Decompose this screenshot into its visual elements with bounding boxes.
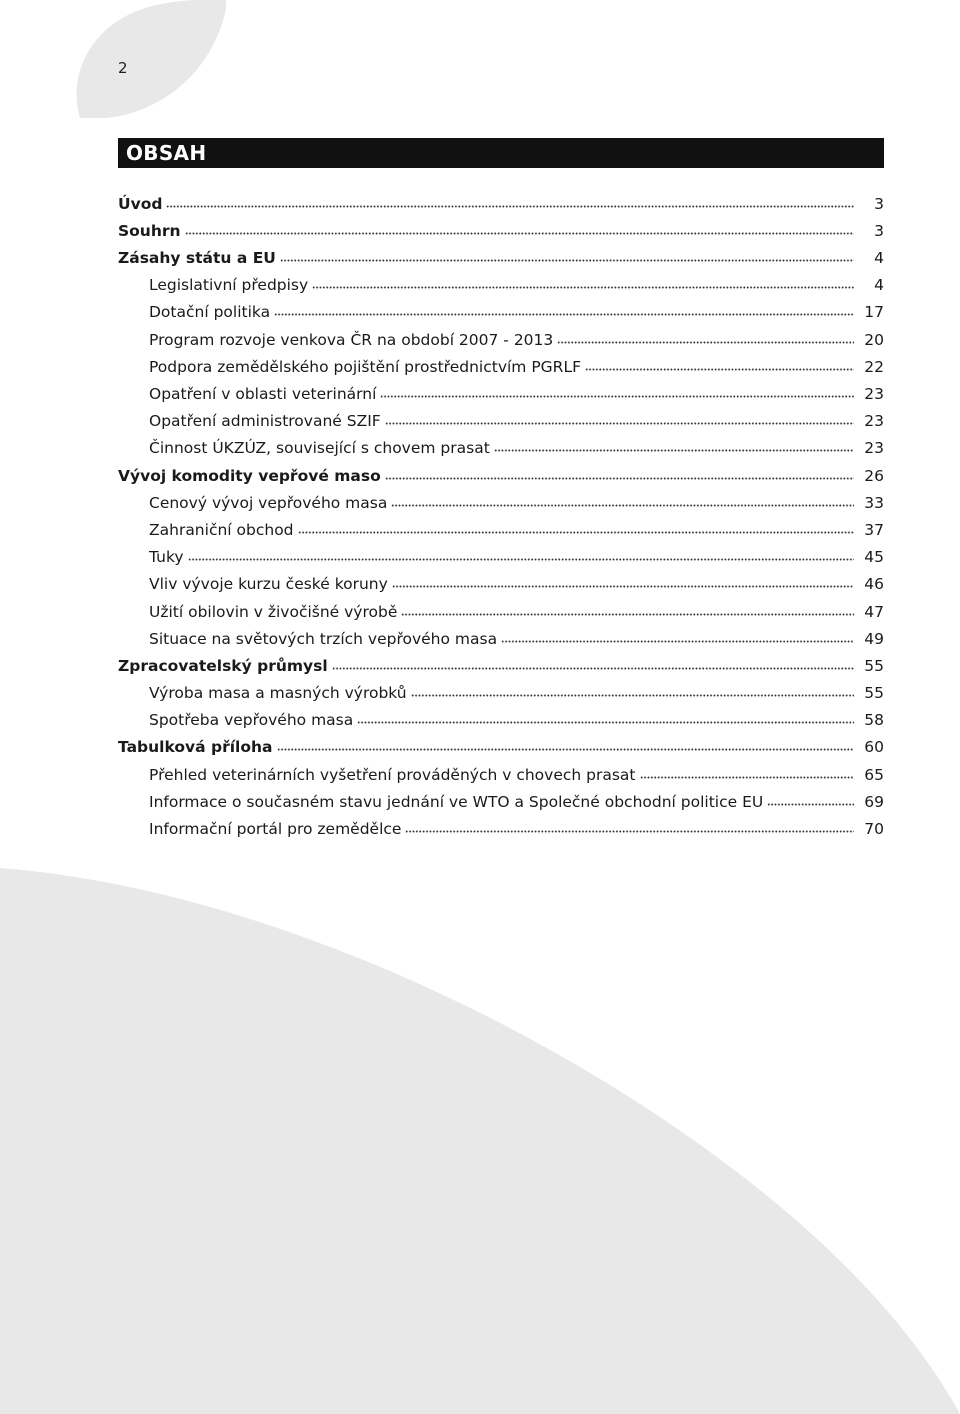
- toc-entry-page: 20: [864, 330, 884, 349]
- toc-entry[interactable]: [118, 303, 884, 330]
- toc-entry[interactable]: [118, 439, 884, 466]
- toc-dot-leader: [380, 383, 854, 398]
- toc-entry-page: 70: [864, 820, 884, 839]
- toc-entry-page: 47: [864, 602, 884, 621]
- toc-dot-leader: [585, 356, 854, 371]
- toc-dot-leader: [280, 247, 854, 262]
- toc-entry-page: 33: [864, 493, 884, 512]
- toc-dot-leader: [298, 519, 854, 534]
- toc-entry-label: Informace o současném stavu jednání ve WTO a Společné obchodní politice EU: [149, 792, 764, 811]
- toc-dot-leader: [188, 546, 854, 561]
- toc-entry-page: 55: [864, 656, 884, 675]
- toc-entry-label: Užití obilovin v živočišné výrobě: [149, 602, 398, 621]
- toc-dot-leader: [277, 737, 855, 752]
- toc-entry-label: Činnost ÚKZÚZ, související s chovem prasat: [149, 439, 490, 458]
- toc-entry-label: Cenový vývoj vepřového masa: [149, 493, 388, 512]
- toc-entry-label: Tabulková příloha: [118, 738, 273, 757]
- toc-entry-label: Tuky: [149, 548, 184, 567]
- toc-entry-label: Souhrn: [118, 221, 181, 240]
- toc-entry[interactable]: [118, 330, 884, 357]
- table-of-contents: [118, 194, 884, 847]
- toc-entry-page: 58: [864, 711, 884, 730]
- contents-header-bar: [118, 138, 884, 168]
- toc-entry-page: 69: [864, 792, 884, 811]
- toc-dot-leader: [392, 574, 854, 589]
- toc-entry[interactable]: [118, 248, 884, 275]
- page-number: 2: [118, 59, 128, 77]
- toc-entry-label: Program rozvoje venkova ČR na období 2007 - 2013: [149, 330, 554, 349]
- toc-entry-page: 26: [864, 466, 884, 485]
- toc-entry-label: Zásahy státu a EU: [118, 249, 276, 268]
- toc-entry-label: Úvod: [118, 194, 163, 213]
- toc-entry[interactable]: [118, 194, 884, 221]
- toc-entry-page: 22: [864, 357, 884, 376]
- toc-entry-label: Zahraniční obchod: [149, 520, 294, 539]
- leaf-decoration: [66, 0, 226, 118]
- toc-entry-label: Situace na světových trzích vepřového masa: [149, 629, 498, 648]
- toc-entry[interactable]: [118, 357, 884, 384]
- toc-entry-page: 4: [874, 249, 884, 268]
- bottom-swoosh-decoration: [0, 860, 960, 1414]
- toc-dot-leader: [385, 411, 854, 426]
- toc-entry-page: 3: [874, 194, 884, 213]
- toc-entry-page: 17: [864, 303, 884, 322]
- toc-entry-label: Opatření v oblasti veterinární: [149, 385, 377, 404]
- toc-dot-leader: [494, 438, 854, 453]
- toc-dot-leader: [274, 302, 854, 317]
- toc-entry-label: Informační portál pro zemědělce: [149, 820, 402, 839]
- toc-entry-page: 49: [864, 629, 884, 648]
- toc-entry[interactable]: [118, 792, 884, 819]
- toc-entry-page: 45: [864, 548, 884, 567]
- toc-dot-leader: [166, 193, 854, 208]
- toc-dot-leader: [557, 329, 854, 344]
- toc-dot-leader: [411, 682, 854, 697]
- toc-entry[interactable]: [118, 384, 884, 411]
- toc-entry-label: Vliv vývoje kurzu české koruny: [149, 575, 388, 594]
- toc-entry-label: Opatření administrované SZIF: [149, 412, 381, 431]
- toc-entry[interactable]: [118, 656, 884, 683]
- toc-entry[interactable]: [118, 575, 884, 602]
- toc-entry-page: 23: [864, 385, 884, 404]
- toc-entry[interactable]: [118, 602, 884, 629]
- toc-dot-leader: [385, 465, 854, 480]
- toc-dot-leader: [332, 655, 854, 670]
- toc-entry[interactable]: [118, 520, 884, 547]
- toc-entry[interactable]: [118, 466, 884, 493]
- toc-entry[interactable]: [118, 629, 884, 656]
- toc-entry[interactable]: [118, 547, 884, 574]
- toc-dot-leader: [185, 220, 854, 235]
- toc-entry[interactable]: [118, 493, 884, 520]
- toc-entry[interactable]: [118, 765, 884, 792]
- toc-entry-label: Vývoj komodity vepřové maso: [118, 466, 381, 485]
- toc-entry-page: 3: [874, 221, 884, 240]
- toc-dot-leader: [391, 492, 854, 507]
- toc-dot-leader: [501, 628, 854, 643]
- toc-dot-leader: [401, 601, 854, 616]
- toc-dot-leader: [405, 818, 854, 833]
- toc-dot-leader: [767, 791, 854, 806]
- toc-entry-page: 46: [864, 575, 884, 594]
- contents-title: OBSAH: [126, 141, 207, 165]
- toc-entry-label: Výroba masa a masných výrobků: [149, 684, 407, 703]
- toc-entry-page: 60: [864, 738, 884, 757]
- toc-entry-label: Zpracovatelský průmysl: [118, 656, 328, 675]
- toc-dot-leader: [312, 275, 854, 290]
- toc-entry-label: Podpora zemědělského pojištění prostřednictvím PGRLF: [149, 357, 582, 376]
- toc-entry-label: Spotřeba vepřového masa: [149, 711, 354, 730]
- toc-entry[interactable]: [118, 819, 884, 846]
- toc-entry-page: 65: [864, 765, 884, 784]
- toc-dot-leader: [640, 764, 854, 779]
- toc-entry-page: 23: [864, 412, 884, 431]
- toc-dot-leader: [357, 710, 854, 725]
- toc-entry-label: Dotační politika: [149, 303, 271, 322]
- toc-entry[interactable]: [118, 412, 884, 439]
- toc-entry-page: 4: [874, 276, 884, 295]
- toc-entry-label: Legislativní předpisy: [149, 276, 309, 295]
- toc-entry[interactable]: [118, 221, 884, 248]
- toc-entry-label: Přehled veterinárních vyšetření prováděných v chovech prasat: [149, 765, 636, 784]
- toc-entry-page: 55: [864, 684, 884, 703]
- toc-entry-page: 37: [864, 520, 884, 539]
- toc-entry[interactable]: [118, 683, 884, 710]
- toc-entry[interactable]: [118, 276, 884, 303]
- toc-entry-page: 23: [864, 439, 884, 458]
- toc-entry[interactable]: [118, 711, 884, 738]
- toc-entry[interactable]: [118, 738, 884, 765]
